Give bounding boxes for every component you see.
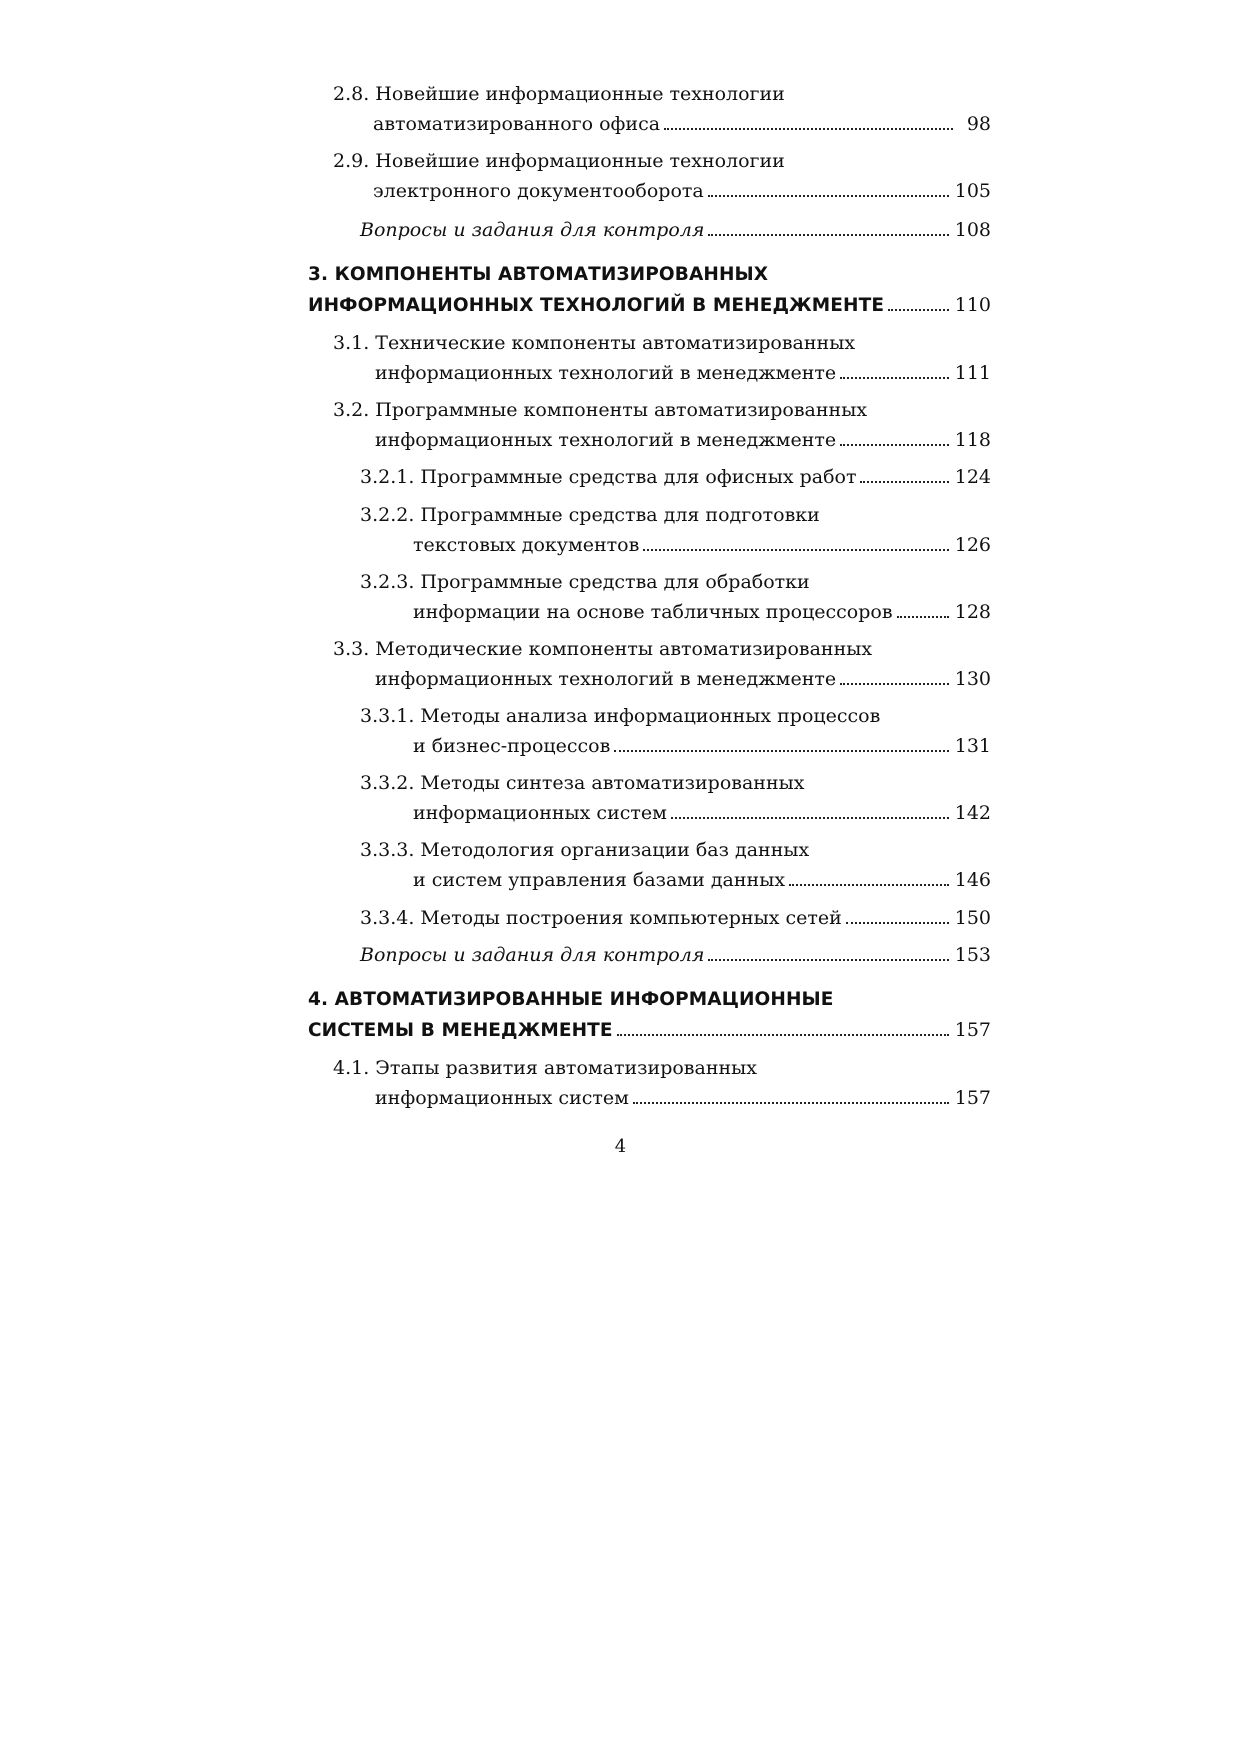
chapter-title-cont: СИСТЕМЫ В МЕНЕДЖМЕНТЕ	[308, 1020, 613, 1041]
dot-leader	[897, 615, 949, 618]
toc-entry-title: Вопросы и задания для контроля	[360, 219, 705, 241]
toc-entry-last-line	[373, 176, 991, 206]
toc-entry-last-line	[375, 425, 991, 455]
dot-leader	[614, 749, 948, 752]
toc-entry-last-line	[375, 1083, 991, 1113]
toc-page-number: 130	[954, 668, 991, 690]
toc-entry-last-line	[308, 1015, 991, 1045]
toc-entry-last-line	[413, 597, 991, 627]
toc-entry-last-line	[308, 290, 991, 320]
toc-entry-title-cont: информационных систем	[413, 802, 667, 824]
toc-entry-last-line	[413, 731, 991, 761]
toc-page-number: 126	[954, 534, 991, 556]
toc-entry-last-line	[413, 865, 991, 895]
toc-entry-title-cont: информационных технологий в менеджменте	[375, 429, 837, 451]
dot-leader	[860, 480, 948, 483]
toc-entry-title: 3.2.1. Программные средства для офисных работ	[360, 466, 857, 488]
dot-leader	[840, 443, 949, 446]
toc-entry-last-line	[360, 462, 991, 492]
dot-leader	[643, 548, 948, 551]
toc-entry-title: 3.1. Технические компоненты автоматизированных	[333, 332, 856, 354]
toc-entry-last-line	[375, 664, 991, 694]
toc-entry-title: 2.9. Новейшие информационные технологии	[333, 150, 785, 172]
dot-leader	[789, 883, 949, 886]
toc-entry-last-line	[360, 940, 991, 970]
toc-page-number: 142	[954, 802, 991, 824]
dot-leader	[888, 308, 949, 311]
dot-leader	[708, 233, 948, 236]
toc-page-number: 131	[954, 735, 991, 757]
toc-entry-title: 3.2. Программные компоненты автоматизированных	[333, 399, 868, 421]
toc-entry-last-line	[375, 358, 991, 388]
toc-page-number: 150	[954, 907, 991, 929]
toc-entry-last-line	[360, 215, 991, 245]
dot-leader	[840, 682, 949, 685]
dot-leader	[708, 194, 949, 197]
toc-entry-last-line	[373, 109, 991, 139]
dot-leader	[840, 376, 949, 379]
toc-entry-title-cont: информационных технологий в менеджменте	[375, 668, 837, 690]
toc-entry-last-line	[413, 530, 991, 560]
toc-entry-last-line	[413, 798, 991, 828]
toc-page-number: 110	[954, 294, 991, 316]
toc-entry-title-cont: автоматизированного офиса	[373, 113, 661, 135]
chapter-title: 4. АВТОМАТИЗИРОВАННЫЕ ИНФОРМАЦИОННЫЕ	[308, 989, 834, 1010]
toc-entry-title: 2.8. Новейшие информационные технологии	[333, 83, 785, 105]
toc-page-number: 153	[954, 944, 991, 966]
toc-page-number: 98	[966, 113, 991, 135]
toc-entry-title: 3.3.3. Методология организации баз данных	[360, 839, 810, 861]
toc-entry-title-cont: и бизнес-процессов	[413, 735, 611, 757]
toc-entry-title: 3.3. Методические компоненты автоматизированных	[333, 638, 873, 660]
dot-leader	[671, 816, 949, 819]
toc-entry-title: 3.2.2. Программные средства для подготовки	[360, 504, 820, 526]
toc-entry-title-cont: и систем управления базами данных	[413, 869, 786, 891]
toc-page-number: 108	[954, 219, 991, 241]
dot-leader	[664, 127, 953, 130]
toc-entry-title-cont: информационных технологий в менеджменте	[375, 362, 837, 384]
toc-page-number: 157	[954, 1019, 991, 1041]
page-number: 4	[614, 1136, 627, 1157]
dot-leader	[708, 958, 948, 961]
toc-entry-title-cont: электронного документооборота	[373, 180, 704, 202]
toc-page-number: 146	[954, 869, 991, 891]
toc-page-number: 118	[954, 429, 991, 451]
chapter-title-cont: ИНФОРМАЦИОННЫХ ТЕХНОЛОГИЙ В МЕНЕДЖМЕНТЕ	[308, 295, 885, 316]
dot-leader	[846, 921, 949, 924]
toc-entry-title: 4.1. Этапы развития автоматизированных	[333, 1057, 757, 1079]
toc-entry-title: 3.3.2. Методы синтеза автоматизированных	[360, 772, 805, 794]
toc-entry-title-cont: информации на основе табличных процессоров	[413, 601, 893, 623]
toc-page-number: 124	[954, 466, 991, 488]
toc-entry-title: 3.3.1. Методы анализа информационных процессов	[360, 705, 881, 727]
toc-entry-title: 3.3.4. Методы построения компьютерных сетей	[360, 907, 842, 929]
toc-page-number: 157	[954, 1087, 991, 1109]
toc-page-number: 111	[954, 362, 991, 384]
toc-page-number: 105	[954, 180, 991, 202]
toc-entry-last-line	[360, 903, 991, 933]
toc-entry-title-cont: информационных систем	[375, 1087, 629, 1109]
toc-entry-title: Вопросы и задания для контроля	[360, 944, 705, 966]
toc-entry-title-cont: текстовых документов	[413, 534, 640, 556]
toc-page-number: 128	[954, 601, 991, 623]
toc-entry-title: 3.2.3. Программные средства для обработки	[360, 571, 810, 593]
dot-leader	[633, 1101, 949, 1104]
chapter-title: 3. КОМПОНЕНТЫ АВТОМАТИЗИРОВАННЫХ	[308, 264, 769, 285]
dot-leader	[617, 1033, 949, 1036]
